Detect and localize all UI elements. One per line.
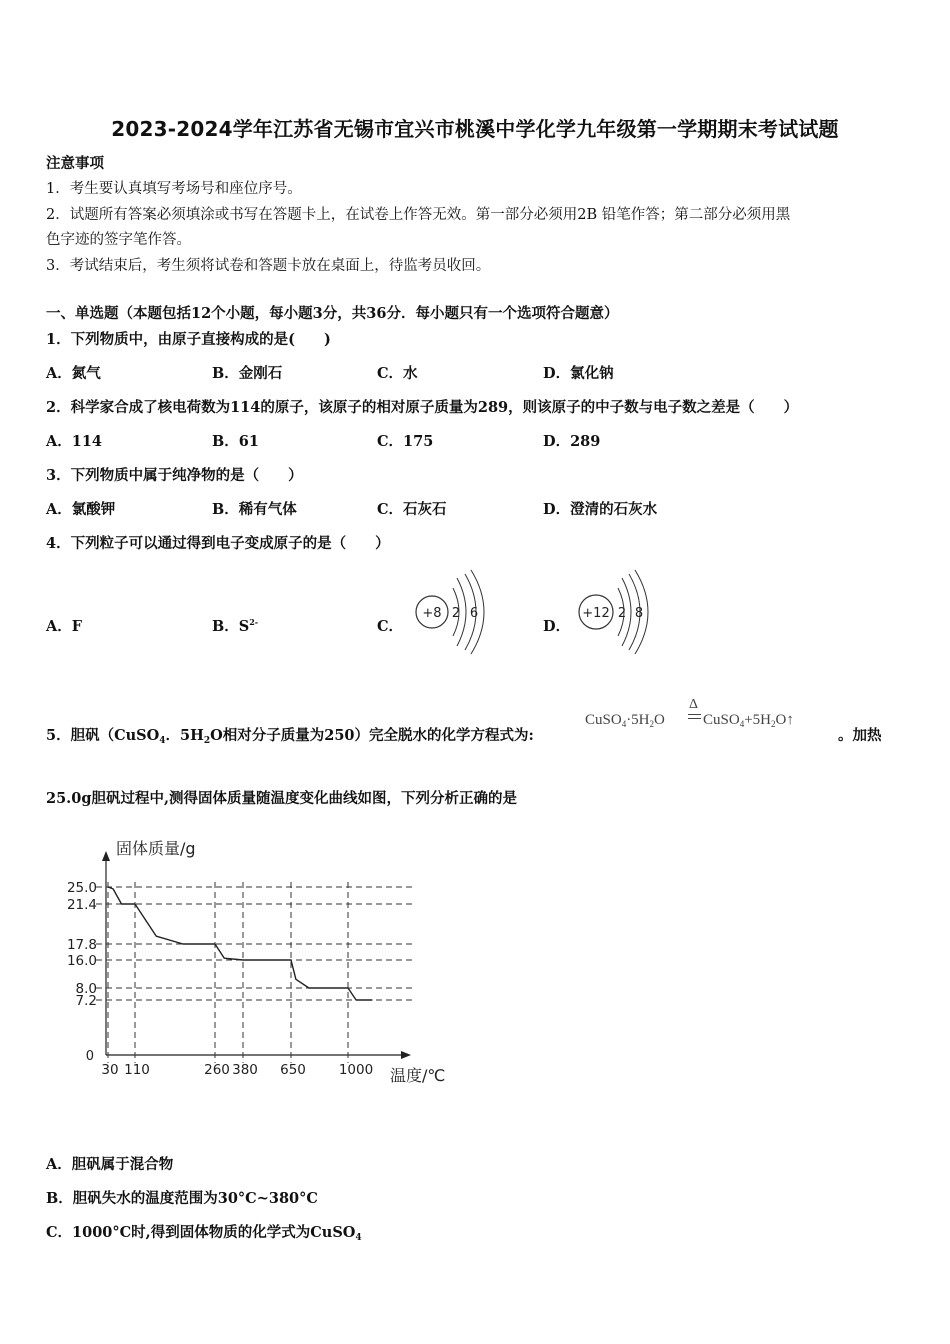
q4-stem: 4．下列粒子可以通过得到电子变成原子的是（ ） (46, 535, 390, 552)
notice-heading: 注意事项 (46, 155, 104, 172)
q2-option-b[interactable]: B．61 (212, 433, 259, 450)
atom-d-shell-2: 8 (634, 606, 644, 621)
x-tick-label: 260 (204, 1062, 230, 1078)
notice-item-1: 1．考生要认真填写考场号和座位序号。 (46, 181, 302, 197)
y-tick-label: 16.0 (66, 953, 97, 969)
atom-d-shell-1: 2 (617, 606, 627, 621)
y-axis-arrow (102, 851, 110, 861)
y-axis-label: 固体质量/g (116, 839, 196, 858)
q5-option-a[interactable]: A．胆矾属于混合物 (46, 1156, 174, 1173)
q4-option-a[interactable]: A．F (46, 618, 83, 635)
q1-stem: 1．下列物质中，由原子直接构成的是( ) (46, 331, 331, 348)
q3-option-c[interactable]: C．石灰石 (377, 501, 447, 518)
notice-item-3: 3．考试结束后，考生须将试卷和答题卡放在桌面上，待监考员收回。 (46, 258, 491, 274)
q4-option-b[interactable]: B．$S^{2-}$ (212, 617, 259, 635)
q1-option-a[interactable]: A．氮气 (46, 365, 101, 382)
q2-option-a[interactable]: A．114 (46, 433, 103, 450)
atom-c-shell-2: 6 (469, 606, 479, 621)
equation-products: $CuSO_4+5H_2O↑$ (703, 712, 794, 729)
q2-option-d[interactable]: D．289 (543, 433, 601, 450)
y-tick-label: 17.8 (66, 937, 97, 953)
q1-option-b[interactable]: B．金刚石 (212, 365, 283, 382)
x-tick-label: 380 (232, 1062, 258, 1078)
x-tick-label: 30 (101, 1062, 119, 1078)
x-tick-label: 110 (124, 1062, 150, 1078)
mass-temperature-chart (50, 832, 470, 1092)
section-heading: 一、单选题（本题包括12个小题，每小题3分，共36分．每小题只有一个选项符合题意） (46, 305, 619, 322)
q3-option-a[interactable]: A．氯酸钾 (46, 501, 116, 518)
x-tick-label: 650 (280, 1062, 306, 1078)
y-tick-label: 25.0 (66, 880, 97, 896)
q5-option-c[interactable]: C．1000°C时,得到固体物质的化学式为CuSO$_4$ (46, 1224, 362, 1243)
q1-option-d[interactable]: D．氯化钠 (543, 365, 614, 382)
q3-option-d[interactable]: D．澄清的石灰水 (543, 501, 658, 518)
notice-item-2: 2．试题所有答案必须填涂或书写在答题卡上，在试卷上作答无效。第一部分必须用2B 铅笔作答；第二部分必须用黑 (46, 207, 791, 223)
y-tick-label: 7.2 (75, 993, 97, 1009)
equation-heat-symbol: Δ (689, 697, 699, 712)
q5-stem: 5．胆矾（CuSO$_4$．$5H_2O$相对分子质量为250）完全脱水的化学方程式为: (46, 727, 534, 746)
q4-option-c[interactable]: C． (377, 618, 404, 635)
q3-stem: 3．下列物质中属于纯净物的是（ ） (46, 467, 303, 484)
q5-stem-line2: 25.0g胆矾过程中,测得固体质量随温度变化曲线如图，下列分析正确的是 (46, 790, 517, 807)
q5-stem-tail: 。加热 (838, 727, 882, 744)
equation-reactant: $CuSO_4\cdot 5H_2O$ (585, 712, 665, 729)
equation-sign-line-top (688, 714, 701, 715)
atom-c-shell-1: 2 (451, 606, 461, 621)
q3-option-b[interactable]: B．稀有气体 (212, 501, 297, 518)
q5-option-b[interactable]: B．胆矾失水的温度范围为30°C~380°C (46, 1190, 318, 1207)
atom-structure-oxygen (405, 568, 495, 656)
atom-structure-magnesium (573, 568, 663, 656)
q4-option-d[interactable]: D． (543, 618, 571, 635)
origin-label: 0 (85, 1049, 94, 1064)
x-axis-arrow (401, 1051, 411, 1059)
y-tick-label: 21.4 (66, 897, 97, 913)
q2-option-c[interactable]: C．175 (377, 433, 434, 450)
notice-item-2-cont: 色字迹的签字笔作答。 (46, 232, 191, 248)
atom-c-nucleus: +8 (422, 606, 442, 621)
atom-d-nucleus: +12 (582, 606, 610, 621)
q2-stem: 2．科学家合成了核电荷数为114的原子，该原子的相对原子质量为289，则该原子的中子数与电子数之差是（ ） (46, 399, 799, 416)
page-title: 2023-2024学年江苏省无锡市宜兴市桃溪中学化学九年级第一学期期末考试试题 (111, 117, 839, 141)
x-tick-label: 1000 (338, 1062, 374, 1078)
x-axis-label: 温度/℃ (390, 1066, 446, 1085)
equation-sign-line-bottom (688, 718, 701, 719)
q1-option-c[interactable]: C．水 (377, 365, 418, 382)
y-tick-label: 8.0 (75, 981, 97, 997)
